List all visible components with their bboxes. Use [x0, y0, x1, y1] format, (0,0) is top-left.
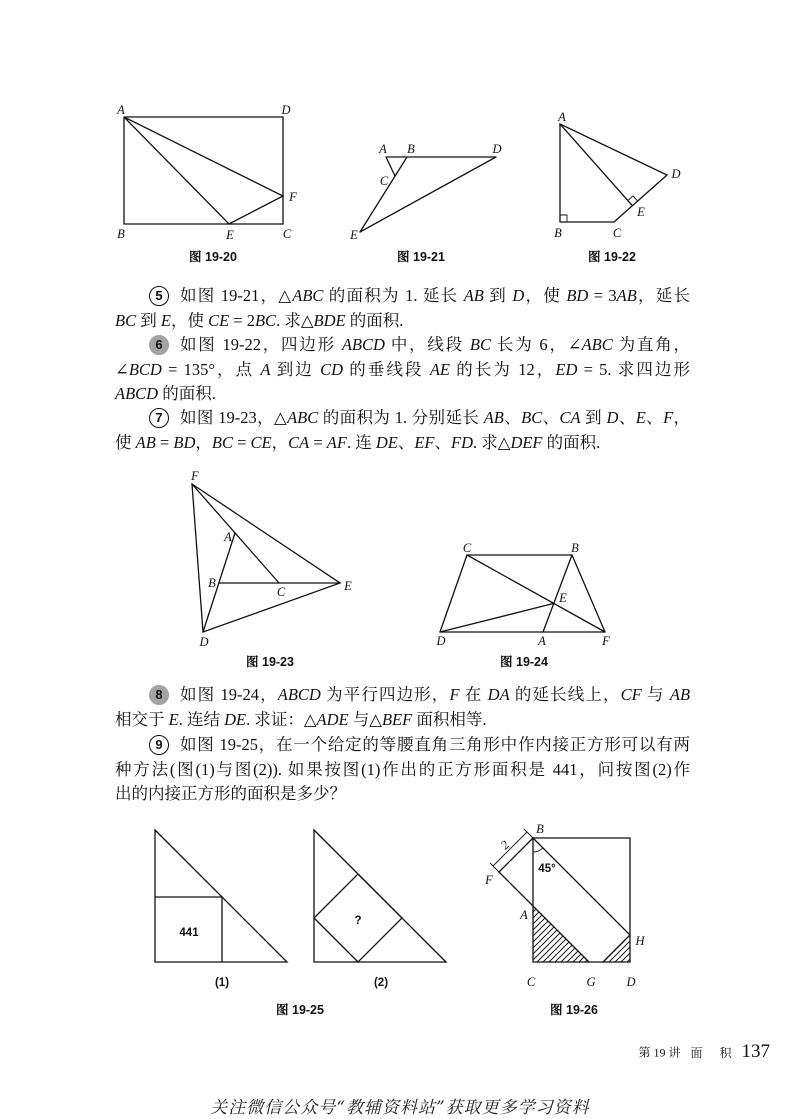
- point-label-c: C: [379, 174, 389, 188]
- text-line: [115, 782, 690, 807]
- text-segment: 在: [459, 685, 488, 704]
- text-segment: ，: [195, 432, 212, 452]
- point-label-f: F: [289, 190, 297, 204]
- text-segment: 如图 19-25，在一个给定的等腰直角三角形中作内接正方形可以有两: [180, 735, 690, 754]
- figure-19-24: [435, 541, 610, 669]
- point-label-a: A: [558, 110, 566, 124]
- math-variable: BC: [521, 408, 543, 427]
- math-variable: ABCD: [277, 685, 321, 704]
- math-variable: ADE: [316, 709, 349, 729]
- text-line: [115, 406, 690, 431]
- text-segment: 到边: [270, 359, 321, 379]
- segment-h-bottom: [603, 935, 630, 962]
- text-segment: 、: [542, 408, 560, 427]
- problem-number-badge: 9: [149, 735, 169, 755]
- math-variable: BC: [254, 310, 277, 330]
- text-line: [115, 733, 690, 758]
- text-segment: 的面积.: [158, 384, 216, 404]
- point-label-b: B: [536, 822, 544, 836]
- math-variable: EF: [414, 432, 435, 452]
- text-segment: . 求△: [472, 432, 511, 452]
- point-label-d: D: [492, 142, 502, 156]
- text-segment: 到: [483, 286, 513, 305]
- math-variable: BC: [211, 432, 233, 452]
- isosceles-right-triangle: [155, 830, 287, 962]
- figure-19-25-part-1: [155, 830, 287, 989]
- text-segment: ，: [673, 408, 691, 427]
- figure-19-22: [554, 110, 680, 264]
- point-label-a: A: [224, 530, 232, 544]
- text-segment: 如图 19-22，四边形: [180, 335, 342, 354]
- text-segment: 、: [503, 408, 522, 427]
- math-variable: AB: [463, 286, 484, 305]
- text-segment: =: [309, 432, 327, 452]
- figure-19-20: [116, 103, 297, 264]
- text-segment: 相交于: [115, 709, 169, 729]
- point-label-d: D: [281, 103, 291, 117]
- point-label-a: A: [520, 908, 528, 922]
- point-label-e: E: [559, 591, 567, 605]
- angle-arc: [533, 848, 543, 852]
- text-segment: . 求△: [276, 310, 314, 330]
- figure-caption: 图 19-24: [500, 655, 548, 669]
- math-variable: AB: [669, 685, 691, 704]
- point-label-a: A: [379, 142, 387, 156]
- math-variable: CF: [620, 685, 642, 704]
- math-variable: ED: [555, 359, 578, 379]
- problem-9: [115, 733, 690, 807]
- text-segment: 种方法(图(1)与图(2)). 如果按图(1)作出的正方形面积是 441，问按图(2)作: [115, 759, 690, 779]
- point-label-b: B: [571, 541, 579, 555]
- math-variable: DEF: [510, 432, 543, 452]
- figure-caption: 图 19-22: [588, 250, 636, 264]
- text-segment: 的延长线上，: [509, 685, 621, 704]
- point-label-b: B: [554, 226, 562, 240]
- text-segment: 的面积.: [345, 310, 404, 330]
- point-label-a: A: [538, 634, 546, 648]
- point-label-c: C: [462, 541, 472, 555]
- figure-caption: 图 19-25: [276, 1003, 324, 1017]
- text-segment: 如图 19-23，△: [180, 408, 288, 427]
- problem-number-badge: 6: [149, 335, 169, 355]
- math-variable: A: [260, 359, 271, 379]
- text-segment: 使: [115, 432, 136, 452]
- text-segment: =: [155, 432, 174, 452]
- math-variable: ABCD: [115, 384, 159, 404]
- segment-d-e: [360, 157, 496, 232]
- segment-c-d: [440, 555, 467, 632]
- text-segment: = 5. 求四边形: [577, 359, 691, 379]
- segment-d-e: [440, 603, 554, 632]
- figure-caption: 图 19-23: [246, 655, 294, 669]
- math-variable: DE: [224, 709, 247, 729]
- length-label: 2: [497, 837, 513, 853]
- math-variable: CA: [559, 408, 581, 427]
- problem-5: [115, 284, 690, 333]
- figure-19-21: [349, 142, 501, 264]
- quadrilateral-abcd: [560, 124, 667, 222]
- problem-number-badge: 7: [149, 408, 169, 428]
- point-label-d: D: [436, 634, 446, 648]
- text-segment: ∠: [115, 359, 129, 379]
- outer-rectangle: [533, 838, 630, 962]
- math-variable: CA: [288, 432, 310, 452]
- part-label: (2): [373, 977, 389, 989]
- dimension-marker: [490, 829, 533, 872]
- text-line: [115, 382, 690, 407]
- math-variable: BDE: [313, 310, 346, 330]
- page-footer: [638, 1041, 770, 1067]
- text-segment: . 连结: [178, 709, 225, 729]
- point-label-b: B: [208, 576, 216, 590]
- math-variable: E: [635, 408, 646, 427]
- point-label-e: E: [350, 228, 358, 242]
- text-segment: 如图 19-21，△: [180, 286, 293, 305]
- right-angle-mark-b: [560, 215, 567, 222]
- right-angle-mark-e: [628, 196, 638, 201]
- text-segment: 与: [641, 685, 670, 704]
- text-line: [115, 683, 690, 708]
- figure-caption: 图 19-21: [397, 250, 445, 264]
- point-label-d: D: [199, 635, 209, 649]
- point-label-d: D: [626, 975, 636, 989]
- text-segment: 为直角，: [612, 335, 691, 354]
- text-line: [115, 708, 690, 733]
- text-segment: 出的内接正方形的面积是多少？: [115, 784, 346, 804]
- problem-8: [115, 683, 690, 732]
- math-variable: BEF: [381, 709, 413, 729]
- segment-b-a: [543, 555, 572, 632]
- text-segment: . 求证：△: [246, 709, 317, 729]
- text-segment: 的长为 12，: [450, 359, 556, 379]
- unknown-area-label: ?: [354, 915, 362, 927]
- math-variable: DE: [375, 432, 398, 452]
- text-segment: 如图 19-24，: [180, 685, 278, 704]
- math-variable: AF: [326, 432, 347, 452]
- text-segment: =: [232, 432, 251, 452]
- text-segment: 的面积为 1. 延长: [323, 286, 464, 305]
- point-label-a: A: [117, 103, 125, 117]
- math-variable: DA: [487, 685, 510, 704]
- math-variable: AB: [483, 408, 504, 427]
- square-area-label: 441: [179, 927, 199, 939]
- segment-a-e: [560, 124, 632, 206]
- point-label-c: C: [526, 975, 536, 989]
- text-line: [115, 431, 690, 456]
- point-label-c: C: [276, 585, 286, 599]
- text-line: [115, 333, 690, 358]
- math-variable: F: [449, 685, 460, 704]
- figure-19-25: [155, 830, 446, 1017]
- figure-19-23: [190, 469, 352, 669]
- figure-19-26: [484, 822, 645, 1017]
- math-variable: BD: [566, 286, 589, 305]
- math-variable: ABCD: [341, 335, 385, 354]
- text-segment: 到: [136, 310, 161, 330]
- text-segment: 为平行四边形，: [320, 685, 450, 704]
- figure-19-25-part-2: [314, 830, 446, 989]
- text-line: [115, 309, 690, 334]
- problem-7: [115, 406, 690, 455]
- point-label-b: B: [407, 142, 415, 156]
- text-line: [115, 358, 690, 383]
- figure-caption: 图 19-20: [189, 250, 237, 264]
- lecture-topic: 面 积: [690, 1045, 732, 1060]
- math-variable: ABC: [292, 286, 324, 305]
- point-label-c: C: [612, 226, 622, 240]
- math-variable: BD: [173, 432, 196, 452]
- text-segment: . 连: [346, 432, 376, 452]
- text-line: [115, 758, 690, 783]
- part-label: (1): [214, 977, 230, 989]
- text-segment: = 2: [229, 310, 255, 330]
- text-segment: 面积相等.: [412, 709, 487, 729]
- point-label-h: H: [635, 934, 645, 948]
- page-number: 137: [741, 1041, 770, 1062]
- math-variable: FD: [450, 432, 473, 452]
- text-segment: 的面积.: [542, 432, 601, 452]
- math-variable: AE: [429, 359, 451, 379]
- math-variable: BC: [115, 310, 137, 330]
- text-segment: 、: [434, 432, 451, 452]
- figure-caption: 图 19-26: [550, 1003, 598, 1017]
- text-line: [115, 284, 690, 309]
- point-label-c: C: [282, 227, 292, 241]
- math-variable: AB: [616, 286, 637, 305]
- text-segment: 到: [580, 408, 607, 427]
- problem-6: [115, 333, 690, 407]
- math-variable: ABC: [581, 335, 613, 354]
- text-segment: ，使: [524, 286, 567, 305]
- math-variable: ABC: [287, 408, 319, 427]
- math-variable: D: [512, 286, 525, 305]
- math-variable: E: [160, 310, 171, 330]
- text-segment: 与△: [348, 709, 382, 729]
- point-label-f: F: [602, 634, 610, 648]
- segment-b-e: [360, 157, 407, 232]
- text-segment: 中，线段: [384, 335, 470, 354]
- point-label-g: G: [586, 975, 596, 989]
- math-variable: AB: [135, 432, 156, 452]
- math-variable: CE: [250, 432, 272, 452]
- math-variable: CD: [320, 359, 344, 379]
- angle-label: 45°: [538, 863, 556, 875]
- text-segment: 的垂线段: [343, 359, 430, 379]
- point-label-b: B: [117, 227, 125, 241]
- text-segment: 长为 6，∠: [491, 335, 582, 354]
- segment-b-f: [572, 555, 605, 632]
- watermark-text: 关注微信公众号“教辅资料站”获取更多学习资料: [210, 1098, 590, 1118]
- point-label-f: F: [191, 469, 199, 483]
- point-label-e: E: [344, 579, 352, 593]
- math-variable: E: [168, 709, 179, 729]
- math-variable: BCD: [128, 359, 162, 379]
- triangle-def: [192, 484, 340, 632]
- text-segment: 的面积为 1. 分别延长: [318, 408, 484, 427]
- text-segment: 、: [397, 432, 415, 452]
- text-segment: = 3: [588, 286, 617, 305]
- point-label-e: E: [226, 228, 234, 242]
- text-segment: = 135°，点: [161, 359, 261, 379]
- problem-number-badge: 5: [149, 286, 169, 306]
- lecture-label: 第 19 讲: [638, 1045, 681, 1060]
- text-segment: ，: [271, 432, 289, 452]
- triangle-aef: [124, 117, 283, 224]
- point-label-f: F: [485, 873, 493, 887]
- point-label-d: D: [671, 167, 681, 181]
- text-segment: ，延长: [636, 286, 691, 305]
- text-segment: 、: [618, 408, 636, 427]
- math-variable: BC: [469, 335, 492, 354]
- math-variable: F: [663, 408, 674, 427]
- math-variable: D: [606, 408, 619, 427]
- problem-number-badge: 8: [149, 685, 169, 705]
- point-label-e: E: [637, 205, 645, 219]
- text-segment: ，使: [170, 310, 209, 330]
- text-segment: 、: [645, 408, 664, 427]
- math-variable: CE: [208, 310, 230, 330]
